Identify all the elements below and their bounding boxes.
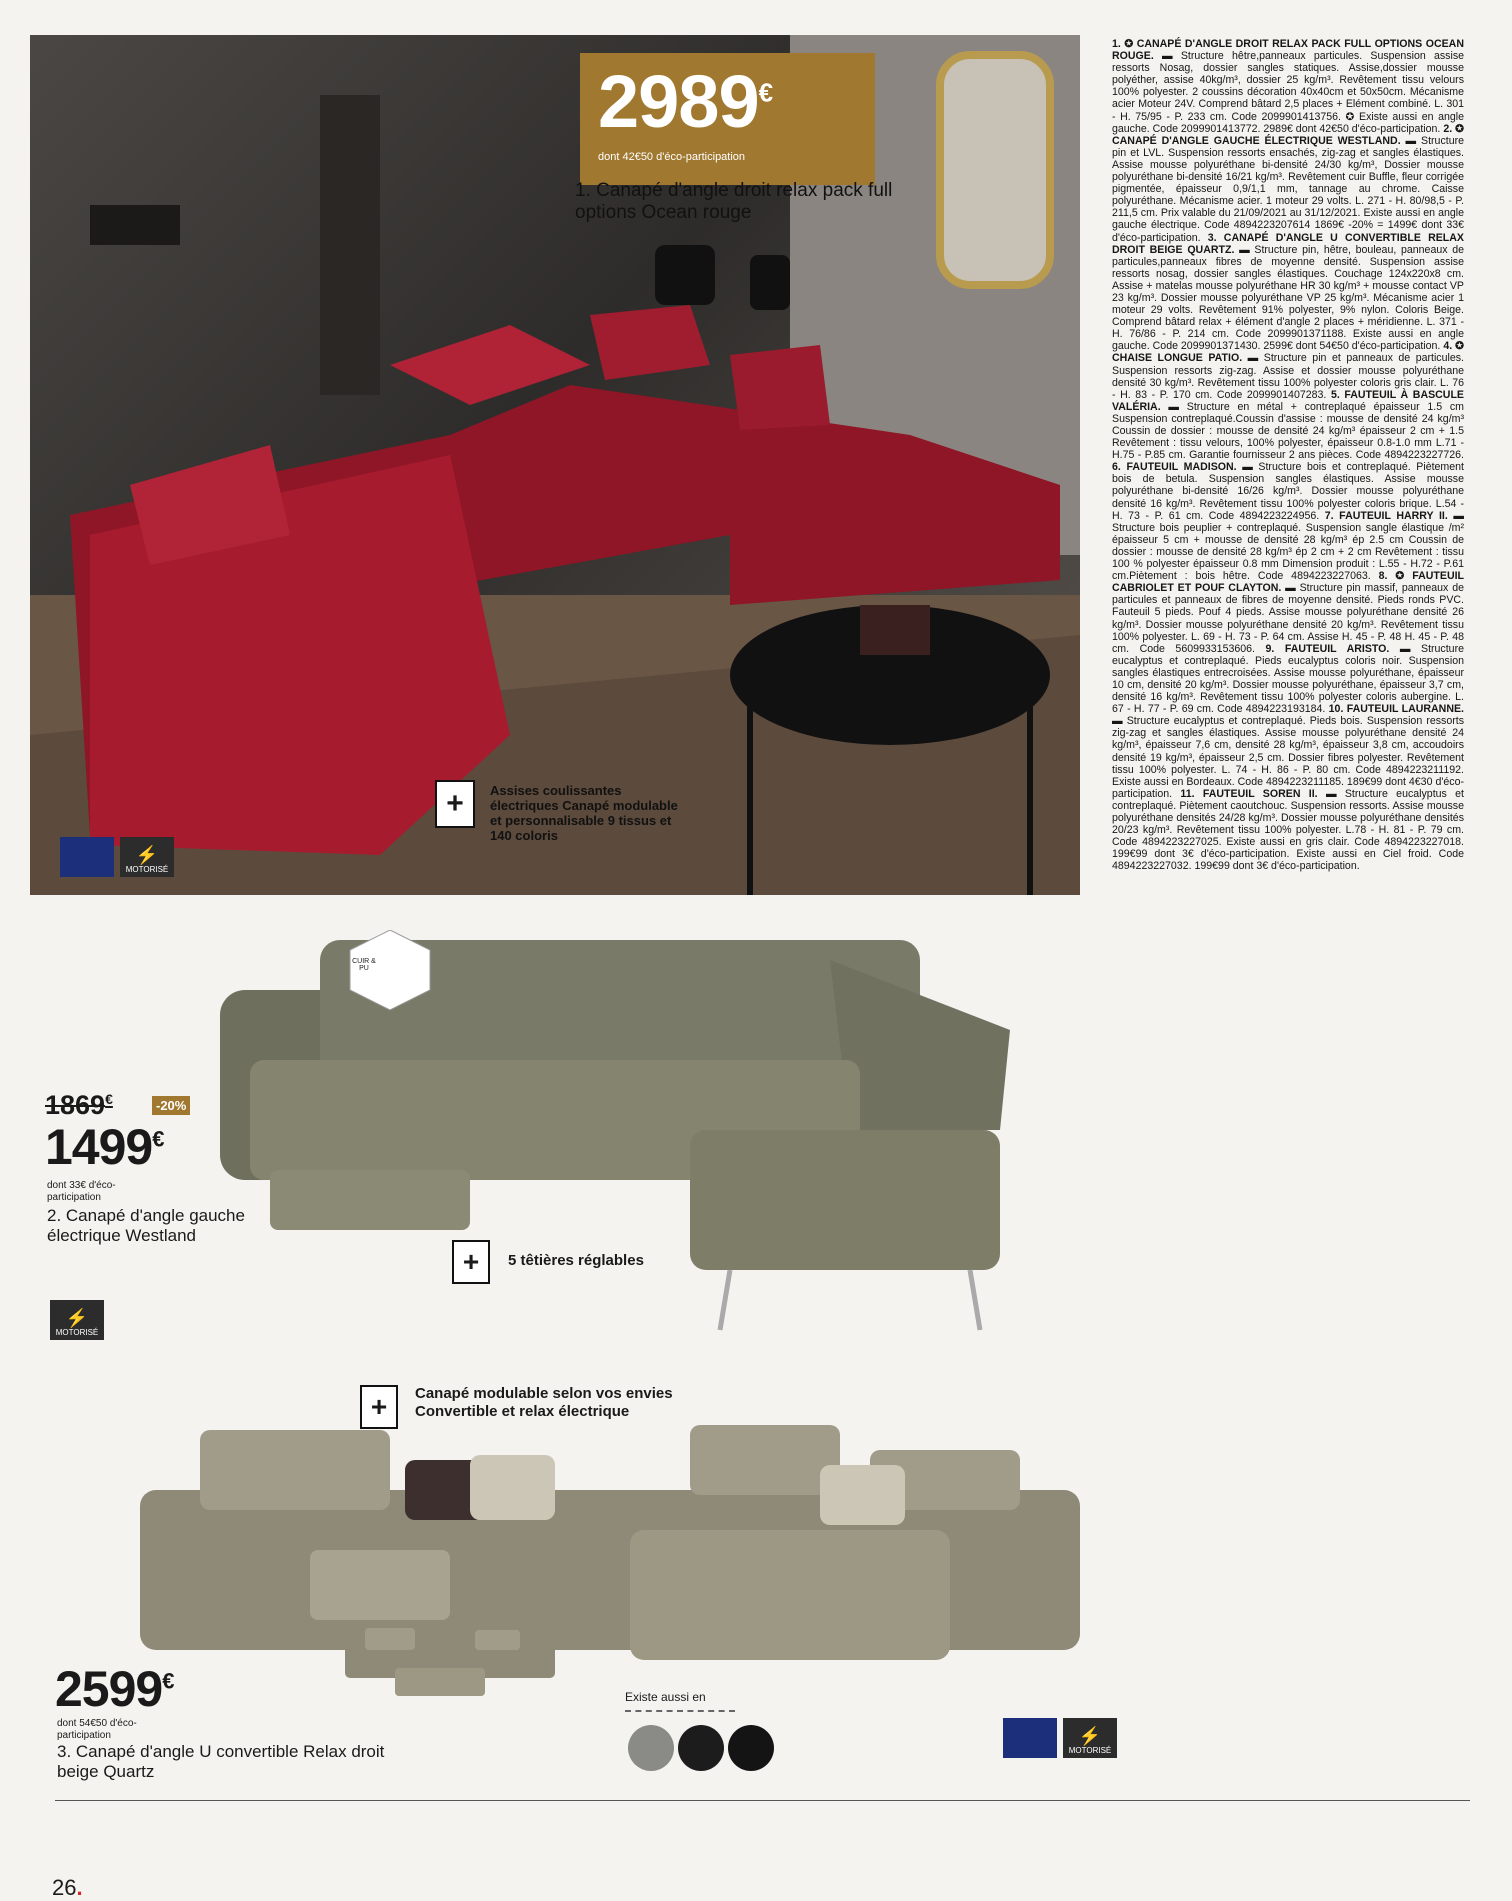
- page-number-dot: .: [76, 1875, 83, 1900]
- quartz-sofa-thumbnail: [345, 1628, 555, 1698]
- color-swatch-grey[interactable]: [628, 1725, 674, 1771]
- quartz-badges: [1003, 1718, 1117, 1758]
- spec-1-text: ▬ Structure hêtre,panneaux particules. Suspension assise ressorts Nosag, dossier sangles statiques. Assise,dossier mousse polyéther, assise 40kg/m³, dossier 25 kg/m³. Revêtement tissu velours 100% polyester. 2 coussins décoration 40x40cm et 50x50cm. Mécanisme acier Moteur 24V. Comprend bâtard 2,5 places + Elément combiné. L. 301 - H. 75/95 - P. 233 cm. Code 2099901413756. ✪ Existe aussi en angle gauche. Code 2099901413772. 2989€ dont 42€50 d'éco-participation.: [1112, 50, 1465, 135]
- spec-3-title: 3. CANAPÉ D'ANGLE U CONVERTIBLE RELAX DROIT BEIGE QUARTZ.: [1112, 231, 1464, 256]
- spec-6-title: 6. FAUTEUIL MADISON.: [1112, 461, 1237, 474]
- page-number: [52, 1875, 83, 1901]
- spec-9-text: ▬ Structure eucalyptus et contreplaqué. Pieds eucalyptus coloris noir. Suspension sangles élastiques entrecroisées. Assise mousse polyuréthane, épaisseur 10 cm, densité 20 kg/m³. Dossier mousse polyuréthane, épaisseur 3,7 cm, densité 16 kg/m³. Revêtement tissu 100% polyester coloris aubergine. L. 67 - H. 77 - P. 69 cm. Code 4894223193184.: [1112, 642, 1464, 716]
- quartz-product-name: 3. Canapé d'angle U convertible Relax droit beige Quartz: [57, 1742, 385, 1781]
- motorise-icon: ⚡ MOTORISÉ: [120, 837, 174, 877]
- spec-8-title: 8. ✪ FAUTEUIL CABRIOLET ET POUF CLAYTON.: [1112, 570, 1465, 595]
- westland-badge-moto-label: MOTORISÉ: [55, 1328, 99, 1337]
- color-swatch-dark[interactable]: [728, 1725, 774, 1771]
- spec-11-text: ▬ Structure eucalyptus et contreplaqué. Piètement caoutchouc. Suspension ressorts. Assise mousse polyuréthane densités 24/28 kg/m³. Dossier mousse polyuréthane densités 20/23 kg/m³. Revêtement tissu 100% polyester. L.78 - H. 81 - P. 79 cm. Code 4894223227025. Existe aussi en gris clair. Code 4894223227018. 199€99 dont 3€ d'éco-participation. Existe aussi en Ciel froid. Code 4894223227032. 199€99 dont 3€ d'éco-participation.: [1112, 787, 1464, 873]
- hero-price: [598, 59, 772, 144]
- quartz-feature: Canapé modulable selon vos envies Convertible et relax électrique: [415, 1385, 673, 1420]
- le-plus-icon: +: [435, 780, 475, 828]
- spec-4-title: 4. ✪ CHAISE LONGUE PATIO.: [1112, 340, 1464, 365]
- hero-photo: [30, 35, 1080, 895]
- spec-8-text: ▬ Structure pin massif, panneaux de particules et panneaux de fibres de moyenne densité. Pieds ronds PVC. Fauteuil 5 pieds. Pouf 4 pieds. Assise mousse polyuréthane densité 26 kg/m³. Dossier mousse polyuréthane densité 20 kg/m³. Revêtement tissu 100% polyester. L. 69 - H. 73 - P. 64 cm. Assise H. 45 - P. 48 H. 45 - P. 48 cm. Code 5609933153606.: [1112, 582, 1464, 655]
- quartz-sofa-image: [140, 1420, 1080, 1690]
- spec-5-text: ▬ Structure en métal + contreplaqué épaisseur 1.5 cm Suspension contreplaqué.Coussin d'assise : mousse de densité 24 kg/m³ Coussin de dossier : mousse de densité 24 kg/m³ épaisseur 2 cm + 1.5 Revêtement : tissu velours, 100% polyester, épaisseur 0.8-1.0 mm L.71 - H.75 - P.85 cm. Garantie fournisseur 2 ans pièces. Code 4894223227726.: [1112, 400, 1464, 462]
- eu-flag-icon: [60, 837, 114, 877]
- spec-3-text: ▬ Structure pin, hêtre, bouleau, panneaux de particules,panneaux fibres de moyenne densité. Suspension assise ressorts nosag, dossier sangles élastiques. Couchage 124x220x8 cm. Assise + matelas mousse polyuréthane HR 30 kg/m³ + mousse contact VP 23 kg/m³. Dossier mousse polyuréthane VP 25 kg/m³. Mécanisme acier 1 moteur 29 volts. Revêtement 91% polyester, 9% nylon. Coloris Beige. Comprend bâtard relax + élément d'angle 2 places + méridienne. L. 371 - H. 76/86 - P. 214 cm. Code 2099901371188. Existe aussi en angle gauche. Code 2099901371430. 2599€ dont 54€50 d'éco-participation.: [1112, 243, 1465, 353]
- hero-price-value: 2989: [598, 60, 759, 143]
- spec-9-title: 9. FAUTEUIL ARISTO.: [1265, 642, 1390, 655]
- westland-eco-participation: dont 33€ d'éco-participation: [47, 1180, 116, 1203]
- specs-column: [1112, 38, 1464, 872]
- badge-moto-label: MOTORISÉ: [125, 865, 169, 874]
- hero-price-currency: €: [758, 77, 773, 108]
- spec-2-title: 2. ✪ CANAPÉ D'ANGLE GAUCHE ÉLECTRIQUE WESTLAND.: [1112, 122, 1464, 147]
- westland-feature: 5 têtières réglables: [508, 1252, 644, 1269]
- quartz-badge-moto-label: MOTORISÉ: [1068, 1746, 1112, 1755]
- spec-11-title: 11. FAUTEUIL SOREN II.: [1180, 787, 1318, 800]
- motorise-icon: ⚡ MOTORISÉ: [1063, 1718, 1117, 1758]
- westland-old-price-value: 1869: [45, 1090, 106, 1120]
- motorise-icon: ⚡ MOTORISÉ: [50, 1300, 104, 1340]
- spec-1-title: 1. ✪ CANAPÉ D'ANGLE DROIT RELAX PACK FULL OPTIONS OCEAN ROUGE.: [1112, 38, 1464, 63]
- westland-discount-badge: -20%: [152, 1096, 190, 1115]
- spec-10-text: ▬ Structure eucalyptus et contreplaqué. Pieds bois. Suspension ressorts zig-zag et sangles élastiques. Assise mousse polyuréthane densité 24 kg/m³, épaisseur 7,6 cm, densité 28 kg/m³, épaisseur 3,8 cm, accoudoirs densité 19 kg/m³, épaisseur 2,5 cm. Dossier fibres polyester. Revêtement tissu 100% polyester. L. 74 - H. 86 - P. 80 cm. Code 4894223211192. Existe aussi en Bordeaux. Code 4894223211185. 189€99 dont 4€30 d'éco-participation.: [1112, 715, 1464, 800]
- variants-divider: [625, 1710, 735, 1712]
- spec-5-title: 5. FAUTEUIL À BASCULE VALÉRIA.: [1112, 388, 1464, 413]
- leather-badge: CUIR & PU: [352, 958, 376, 972]
- color-swatch-black[interactable]: [678, 1725, 724, 1771]
- hero-eco-participation: dont 42€50 d'éco-participation: [598, 151, 746, 163]
- footer-divider: [55, 1800, 1470, 1801]
- spec-7-text: ▬ Structure bois peuplier + contreplaqué. Suspension sangle élastique /m² épaisseur 5 cm + mousse de densité 28 kg/m³ ép 2.5 cm Coussin de dossier : mousse de densité 28 kg/m³ ép 2 cm + 2 cm Revêtement : tissu 100 % polyester épaisseur 0.8 mm Dimension produit : L.55 - H.72 - P.61 cm.Piètement : bois hêtre. Code 4894223227063.: [1112, 509, 1464, 583]
- westland-old-price: [45, 1090, 113, 1121]
- eu-flag-icon: [1003, 1718, 1057, 1758]
- westland-price-value: 1499: [45, 1119, 153, 1175]
- le-plus-icon: +: [452, 1240, 490, 1284]
- le-plus-icon: +: [360, 1385, 398, 1429]
- westland-sofa-image: [210, 930, 1020, 1340]
- spec-10-title: 10. FAUTEUIL LAURANNE.: [1328, 703, 1464, 716]
- hero-badges: [60, 837, 174, 877]
- spec-4-text: ▬ Structure pin et panneaux de particules. Suspension ressorts zig-zag. Assise et dossier mousse polyuréthane densité 30 kg/m³. Revêtement tissu 100% polyester coloris gris clair. L. 76 - H. 83 - P. 170 cm. Code 2099901407283.: [1112, 352, 1464, 401]
- westland-price: [45, 1118, 163, 1176]
- color-swatches: [628, 1725, 774, 1771]
- page-number-value: 26: [52, 1875, 77, 1900]
- westland-old-price-currency: €: [105, 1091, 113, 1107]
- quartz-eco-participation: dont 54€50 d'éco-participation: [57, 1718, 137, 1741]
- hero-features: Assises coulissantes électriques Canapé modulable et personnalisable 9 tissus et 140 coloris: [490, 783, 678, 843]
- spec-6-text: ▬ Structure bois et contreplaqué. Piètement bois de betula. Suspension sangles élastiques. Assise mousse polyuréthane bi-densité 16/26 kg/m³. Dossier mousse polyuréthane densité 16 kg/m³. Revêtement tissu 100% polyester coloris brique. L.54 - H. 73 - P. 61 cm. Code 4894223224956.: [1112, 461, 1464, 522]
- spec-2-text: ▬ Structure pin et LVL. Suspension ressorts ensachés, zig-zag et sangles élastiques. Assise mousse polyuréthane bi-densité 24/30 kg/m³, Dossier mousse polyuréthane bi-densité 16/21 kg/m³. Revêtement cuir Buffle, fleur corrigée pigmentée, épaisseur 0,9/1,1 mm, tannage au chrome. Caisse polyuréthane. Mécanisme acier. 1 moteur 29 volts. L. 271 - H. 80/98,5 - P. 211,5 cm. Prix valable du 21/09/2021 au 31/12/2021. Existe aussi en angle gauche électrique. Code 4894223207614 1869€ -20% = 1499€ dont 33€ d'éco-participation.: [1112, 134, 1464, 244]
- quartz-price-value: 2599: [55, 1661, 163, 1717]
- hero-scene: [30, 35, 1080, 895]
- quartz-price: [55, 1660, 173, 1718]
- westland-product-name: 2. Canapé d'angle gauche électrique Westland: [47, 1206, 245, 1245]
- hero-price-tag: [580, 53, 875, 185]
- quartz-variants-label: Existe aussi en: [625, 1690, 706, 1704]
- westland-price-currency: €: [152, 1126, 164, 1152]
- spec-7-title: 7. FAUTEUIL HARRY II.: [1324, 509, 1448, 522]
- quartz-price-currency: €: [162, 1668, 174, 1694]
- hero-product-caption: 1. Canapé d'angle droit relax pack full options Ocean rouge: [575, 180, 893, 223]
